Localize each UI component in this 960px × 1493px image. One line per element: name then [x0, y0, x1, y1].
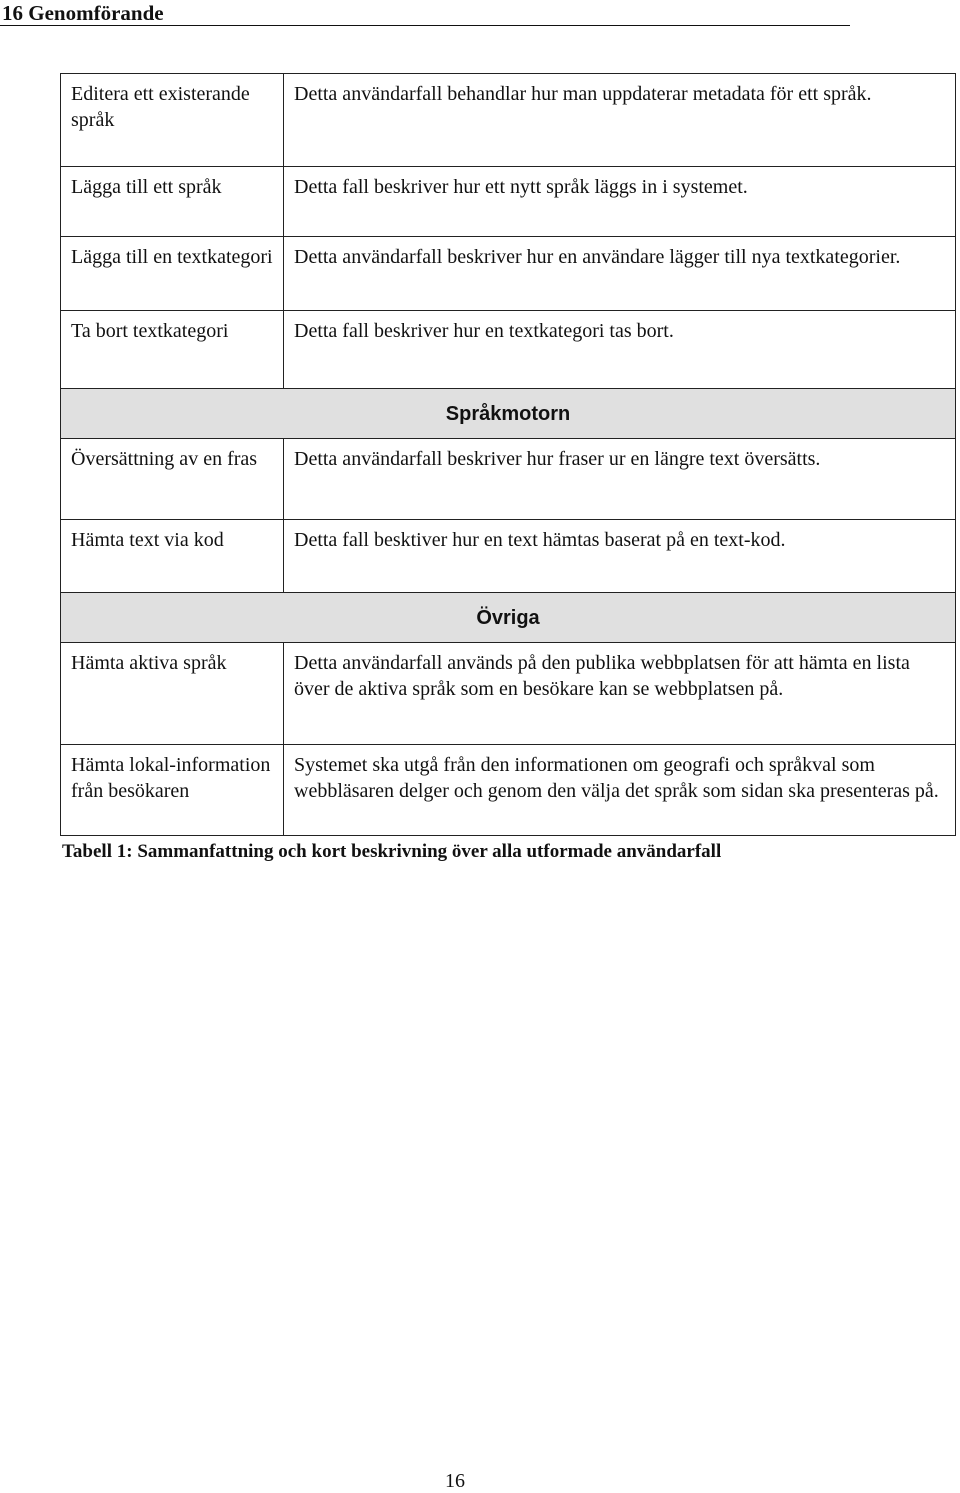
- use-case-description-cell: [284, 167, 956, 237]
- page-number: 16: [445, 1470, 465, 1492]
- use-case-name-cell: [61, 74, 284, 167]
- section-row-sprakmotorn: [61, 389, 956, 439]
- header-divider: [0, 25, 850, 26]
- use-case-description: Detta fall beskriver hur en textkategori tas bort.: [294, 320, 674, 342]
- use-case-table: [60, 73, 956, 836]
- table-row: [61, 745, 956, 836]
- use-case-name-cell: [61, 167, 284, 237]
- use-case-name-cell: [61, 237, 284, 311]
- use-case-description-cell: [284, 745, 956, 836]
- use-case-name: Lägga till ett språk: [71, 176, 222, 198]
- section-row-ovriga: [61, 593, 956, 643]
- section-heading-ovriga: Övriga: [61, 593, 956, 643]
- use-case-name-cell: [61, 439, 284, 520]
- page-header-title: 16 Genomförande: [2, 1, 164, 25]
- use-case-description: Systemet ska utgå från den informationen om geografi och språkval som webbläsaren delger och genom den välja det språk som sidan ska presenteras på.: [294, 754, 939, 802]
- table-row: [61, 237, 956, 311]
- table-caption: Tabell 1: Sammanfattning och kort beskrivning över alla utformade användarfall: [62, 841, 722, 862]
- use-case-description-cell: [284, 311, 956, 389]
- use-case-name: Hämta text via kod: [71, 529, 224, 551]
- use-case-name: Hämta lokal-information från besökaren: [71, 754, 271, 802]
- use-case-description: Detta användarfall beskriver hur fraser ur en längre text översätts.: [294, 448, 821, 470]
- use-case-name-cell: [61, 745, 284, 836]
- table-row: [61, 74, 956, 167]
- use-case-description: Detta användarfall behandlar hur man uppdaterar metadata för ett språk.: [294, 83, 872, 105]
- table-row: [61, 643, 956, 745]
- table-row: [61, 311, 956, 389]
- table-row: [61, 520, 956, 593]
- section-heading-sprakmotorn: Språkmotorn: [61, 389, 956, 439]
- use-case-name: Hämta aktiva språk: [71, 652, 227, 674]
- use-case-name: Editera ett existerande språk: [71, 83, 250, 131]
- use-case-name: Ta bort textkategori: [71, 320, 229, 342]
- use-case-description: Detta användarfall används på den publika webbplatsen för att hämta en lista över de aktiva språk som en besökare kan se webbplatsen på.: [294, 652, 910, 700]
- use-case-description: Detta fall besktiver hur en text hämtas baserat på en text-kod.: [294, 529, 786, 551]
- table-row: [61, 439, 956, 520]
- use-case-name-cell: [61, 311, 284, 389]
- table-row: [61, 167, 956, 237]
- use-case-name: Lägga till en textkategori: [71, 246, 273, 268]
- use-case-name: Översättning av en fras: [71, 448, 258, 470]
- use-case-name-cell: [61, 520, 284, 593]
- use-case-description-cell: [284, 520, 956, 593]
- use-case-description-cell: [284, 643, 956, 745]
- use-case-description-cell: [284, 439, 956, 520]
- use-case-description: Detta användarfall beskriver hur en användare lägger till nya textkategorier.: [294, 246, 901, 268]
- use-case-description-cell: [284, 237, 956, 311]
- use-case-description-cell: [284, 74, 956, 167]
- use-case-name-cell: [61, 643, 284, 745]
- use-case-description: Detta fall beskriver hur ett nytt språk läggs in i systemet.: [294, 176, 748, 198]
